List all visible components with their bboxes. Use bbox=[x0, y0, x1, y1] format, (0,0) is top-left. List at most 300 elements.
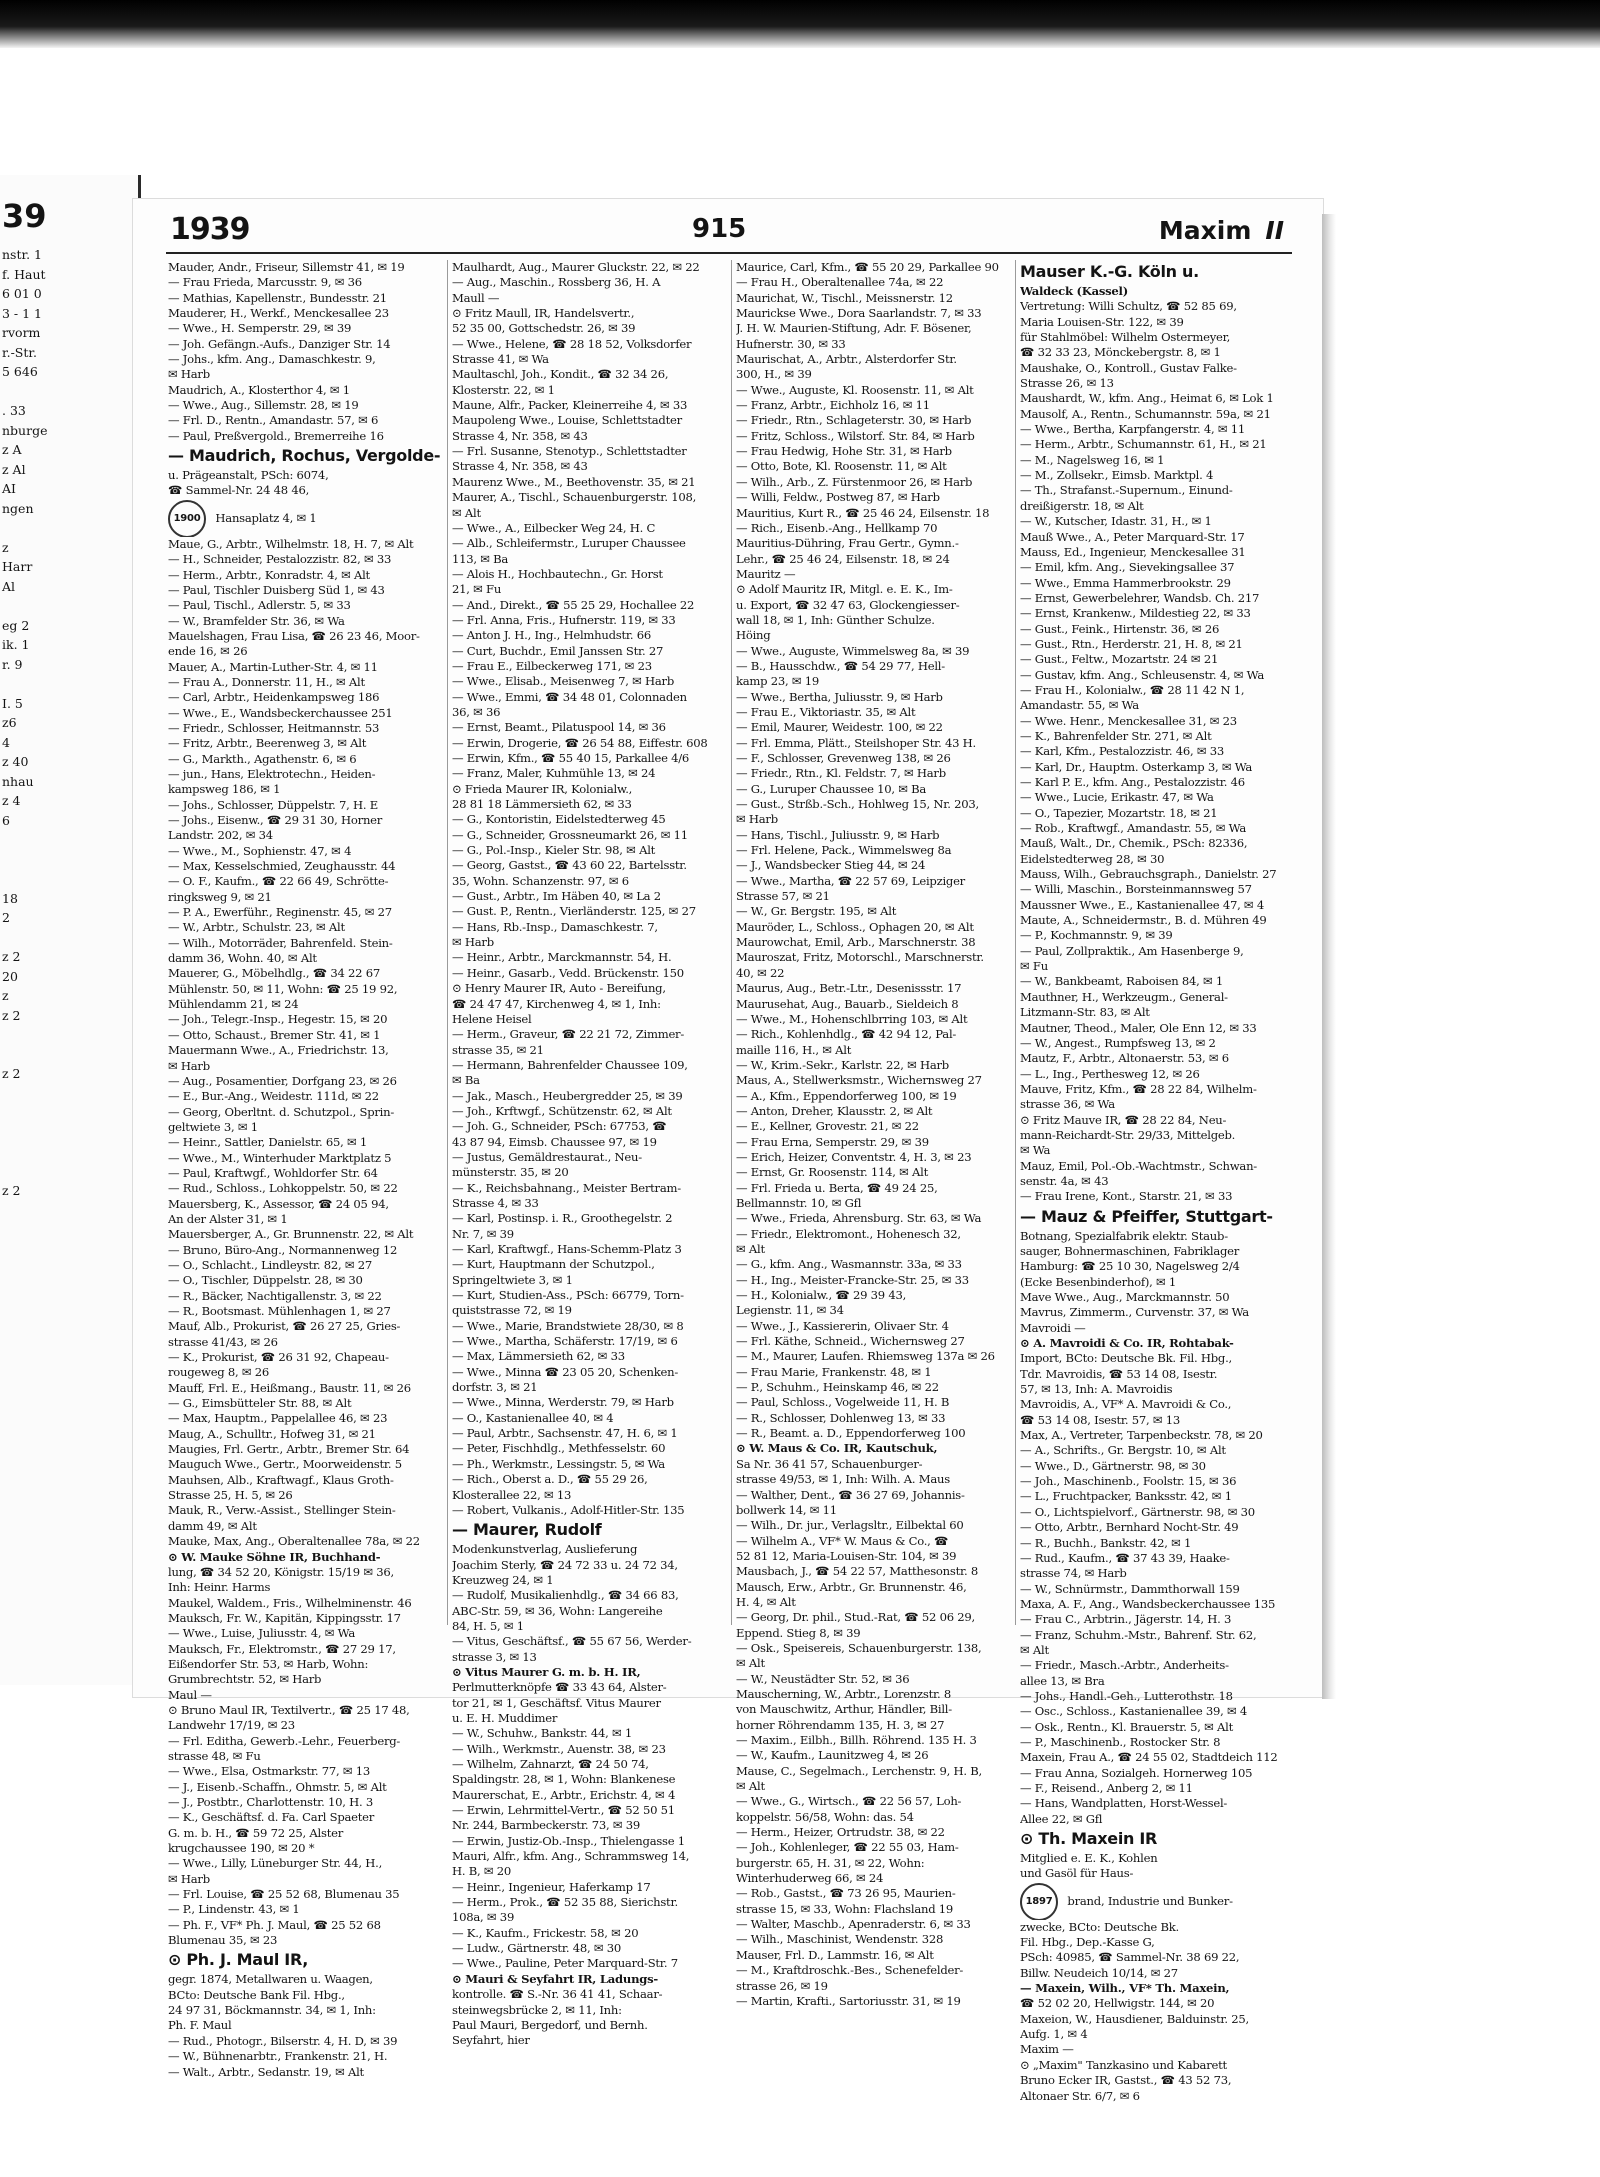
directory-entry bbox=[736, 582, 1011, 597]
entry-text: 40, ✉ 22 bbox=[736, 965, 785, 980]
directory-entry bbox=[736, 1871, 1011, 1886]
directory-entry bbox=[452, 1696, 727, 1711]
directory-entry bbox=[1020, 760, 1295, 775]
directory-entry bbox=[168, 1457, 443, 1472]
entry-text: — Martin, Krafti., Sartoriusstr. 31, ✉ 19 bbox=[736, 1993, 961, 2008]
directory-entry bbox=[452, 935, 727, 950]
entry-text: — Wwe., Auguste, Kl. Roosenstr. 11, ✉ Alt bbox=[736, 382, 974, 397]
directory-entry bbox=[168, 1442, 443, 1457]
entry-text: — Maxim., Eilbh., Billh. Röhrend. 135 H. 3 bbox=[736, 1733, 977, 1747]
directory-entry-highlight bbox=[1020, 1205, 1295, 1229]
previous-page-fragment bbox=[0, 1123, 138, 1143]
entry-text: — Georg, Oberltnt. d. Schutzpol., Sprin- bbox=[168, 1104, 395, 1119]
directory-entry bbox=[452, 920, 727, 935]
entry-text: Modenkunstverlag, Auslieferung bbox=[452, 1542, 638, 1557]
directory-entry bbox=[1020, 1382, 1295, 1397]
entry-text: — W., Bramfelder Str. 36, ✉ Wa bbox=[168, 613, 345, 628]
entry-text: — Frl. Louise, ☎ 25 52 68, Blumenau 35 bbox=[168, 1887, 400, 1902]
directory-entry bbox=[1020, 1520, 1295, 1535]
entry-text: 84, H. 5, ✉ 1 bbox=[452, 1618, 524, 1633]
directory-entry bbox=[452, 1573, 727, 1588]
directory-entry bbox=[452, 1849, 727, 1864]
directory-entry bbox=[1020, 1229, 1295, 1244]
directory-entry bbox=[168, 1105, 443, 1120]
entry-text: — Rich., Eisenb.-Ang., Hellkamp 70 bbox=[736, 520, 938, 535]
entry-text: — Otto, Schaust., Bremer Str. 41, ✉ 1 bbox=[168, 1027, 381, 1042]
directory-entry bbox=[168, 706, 443, 721]
entry-text: — Wwe. Henr., Menckesallee 31, ✉ 23 bbox=[1020, 713, 1237, 728]
directory-entry bbox=[736, 552, 1011, 567]
entry-text: — Frau Marie, Frankenstr. 48, ✉ 1 bbox=[736, 1364, 932, 1379]
directory-entry bbox=[168, 798, 443, 813]
directory-entry-highlight bbox=[168, 444, 443, 468]
directory-entry bbox=[168, 1365, 443, 1380]
entry-text: — Wwe., Luise, Juliusstr. 4, ✉ Wa bbox=[168, 1626, 356, 1641]
directory-entry bbox=[1020, 2073, 1295, 2088]
entry-text: — Rich., Kohlenhdlg., ☎ 42 94 12, Pal- bbox=[736, 1027, 957, 1042]
entry-text: — R., Beamt. a. D., Eppendorferweg 100 bbox=[736, 1426, 966, 1441]
previous-page-fragment bbox=[0, 1162, 138, 1182]
directory-entry bbox=[168, 982, 443, 997]
entry-text: — Wwe., J., Kassiererin, Olivaer Str. 4 bbox=[736, 1318, 949, 1333]
entry-text: — Rud., Schloss., Lohkoppelstr. 50, ✉ 22 bbox=[168, 1181, 398, 1196]
directory-entry bbox=[1020, 576, 1295, 591]
entry-text: — Heinr., Sattler, Danielstr. 65, ✉ 1 bbox=[168, 1135, 367, 1150]
directory-entry bbox=[736, 1119, 1011, 1134]
entry-text: H. 4, ✉ Alt bbox=[736, 1594, 796, 1609]
directory-entry bbox=[1020, 1643, 1295, 1658]
previous-page-fragment: 5 646 bbox=[2, 364, 38, 379]
directory-entry bbox=[736, 843, 1011, 858]
entry-text: — G., Schneider, Grossneumarkt 26, ✉ 11 bbox=[452, 827, 688, 842]
directory-entry bbox=[452, 1788, 727, 1803]
entry-text: H. B, ✉ 20 bbox=[452, 1864, 512, 1879]
entry-text: Maussner Wwe., E., Kastanienallee 47, ✉ 4 bbox=[1020, 897, 1264, 912]
directory-entry bbox=[452, 1012, 727, 1027]
directory-entry bbox=[168, 1243, 443, 1258]
directory-entry bbox=[736, 904, 1011, 919]
entry-text: — Friedr., Schlosser, Heitmannstr. 53 bbox=[168, 720, 380, 735]
entry-text: gegr. 1874, Metallwaren u. Waagen, bbox=[168, 1972, 373, 1987]
directory-entry bbox=[736, 1380, 1011, 1395]
directory-entry bbox=[1020, 376, 1295, 391]
directory-entry bbox=[736, 1917, 1011, 1932]
directory-entry bbox=[452, 1634, 727, 1649]
entry-text: — Friedr., Elektromont., Hohenesch 32, bbox=[736, 1226, 961, 1241]
directory-entry bbox=[1020, 1067, 1295, 1082]
directory-entry bbox=[736, 260, 1011, 275]
directory-entry bbox=[168, 1810, 443, 1825]
entry-text: — H., Ing., Meister-Francke-Str. 25, ✉ 33 bbox=[736, 1272, 969, 1287]
entry-text: ✉ Harb bbox=[452, 935, 494, 950]
entry-text: damm 49, ✉ Alt bbox=[168, 1518, 257, 1533]
entry-text: Strasse 26, ✉ 13 bbox=[1020, 376, 1114, 391]
directory-entry bbox=[168, 844, 443, 859]
entry-text: Ph. F. Maul bbox=[168, 2018, 232, 2033]
directory-entry bbox=[452, 1303, 727, 1318]
directory-entry bbox=[736, 521, 1011, 536]
directory-entry bbox=[1020, 990, 1295, 1005]
directory-entry bbox=[736, 1150, 1011, 1165]
directory-entry bbox=[452, 506, 727, 521]
entry-text: — Rudolf, Musikalienhdlg., ☎ 34 66 83, bbox=[452, 1588, 679, 1603]
entry-text: — Ernst, Gewerbelehrer, Wandsb. Ch. 217 bbox=[1020, 590, 1260, 605]
entry-text: — Franz, Maler, Kuhmühle 13, ✉ 24 bbox=[452, 766, 656, 781]
entry-text: — Willi, Maschin., Borsteinmannsweg 57 bbox=[1020, 882, 1252, 897]
entry-text: Joachim Sterly, ☎ 24 72 33 u. 24 72 34, bbox=[452, 1557, 678, 1572]
directory-entry bbox=[1020, 591, 1295, 606]
entry-text: — Mauz & Pfeiffer, Stuttgart- bbox=[1020, 1206, 1273, 1226]
directory-entry bbox=[736, 1411, 1011, 1426]
directory-entry bbox=[1020, 1428, 1295, 1443]
column-2 bbox=[452, 260, 727, 2049]
entry-text: — Wwe., Lucie, Erikastr. 47, ✉ Wa bbox=[1020, 790, 1214, 805]
directory-entry bbox=[452, 275, 727, 290]
directory-entry bbox=[168, 1780, 443, 1795]
entry-text: ✉ Alt bbox=[736, 1242, 765, 1256]
directory-entry-highlight bbox=[452, 1665, 727, 1680]
entry-text: — Robert, Vulkanis., Adolf-Hitler-Str. 135 bbox=[452, 1502, 685, 1517]
entry-text: — W., Kutscher, Idastr. 31, H., ✉ 1 bbox=[1020, 514, 1212, 529]
previous-page-fragment: ik. 1 bbox=[2, 637, 30, 652]
entry-text: Mauve, Fritz, Kfm., ☎ 28 22 84, Wilhelm- bbox=[1020, 1081, 1257, 1096]
entry-text: Maurer, A., Tischl., Schauenburgerstr. 108, bbox=[452, 490, 697, 505]
entry-text: — Georg, Gastst., ☎ 43 60 22, Bartelsstr. bbox=[452, 858, 687, 873]
entry-text: — Frau Anna, Sozialgeh. Hornerweg 105 bbox=[1020, 1765, 1253, 1780]
directory-entry bbox=[452, 1803, 727, 1818]
previous-page-fragment bbox=[0, 382, 138, 402]
entry-text: ✉ Alt bbox=[1020, 1642, 1049, 1657]
entry-text: — Emil, Maurer, Weidestr. 100, ✉ 22 bbox=[736, 720, 943, 735]
entry-text: Mauersberg, K., Assessor, ☎ 24 05 94, bbox=[168, 1196, 389, 1211]
entry-text: Vertretung: Willi Schultz, ☎ 52 85 69, bbox=[1020, 299, 1237, 314]
directory-entry bbox=[1020, 1612, 1295, 1627]
entry-text: — Wwe., A., Eilbecker Weg 24, H. C bbox=[452, 520, 656, 535]
entry-text: — Walter, Maschb., Apenraderstr. 6, ✉ 33 bbox=[736, 1917, 971, 1932]
entry-text: strasse 48, ✉ Fu bbox=[168, 1748, 261, 1763]
entry-text: — Joh., Maschinenb., Foolstr. 15, ✉ 36 bbox=[1020, 1474, 1237, 1489]
directory-entry bbox=[168, 660, 443, 675]
directory-entry bbox=[168, 1703, 443, 1718]
entry-text: Billw. Neudeich 10/14, ✉ 27 bbox=[1020, 1965, 1178, 1980]
directory-entry bbox=[452, 766, 727, 781]
directory-entry bbox=[452, 1650, 727, 1665]
directory-page bbox=[132, 198, 1324, 2103]
entry-text: — W., Schnürmstr., Dammthorwall 159 bbox=[1020, 1581, 1240, 1596]
directory-entry bbox=[168, 1933, 443, 1948]
entry-text: — Rich., Oberst a. D., ☎ 55 29 26, bbox=[452, 1472, 648, 1487]
directory-entry bbox=[452, 383, 727, 398]
directory-entry bbox=[736, 1334, 1011, 1349]
entry-text: ⊙ A. Mavroidi & Co. IR, Rohtabak- bbox=[1020, 1336, 1234, 1351]
directory-entry bbox=[736, 1948, 1011, 1963]
directory-entry bbox=[736, 1196, 1011, 1211]
directory-entry bbox=[452, 475, 727, 490]
directory-entry bbox=[168, 429, 443, 444]
directory-entry bbox=[452, 736, 727, 751]
directory-entry bbox=[452, 1150, 727, 1165]
entry-text: Mühlendamm 21, ✉ 24 bbox=[168, 997, 299, 1012]
entry-text: Mauke, Max, Ang., Oberaltenallee 78a, ✉ 22 bbox=[168, 1534, 420, 1549]
entry-text: Mauri, Alfr., kfm. Ang., Schrammsweg 14, bbox=[452, 1849, 690, 1864]
entry-text: Mausbach, J., ☎ 54 22 57, Matthesonstr. 8 bbox=[736, 1564, 978, 1579]
directory-entry bbox=[452, 1227, 727, 1242]
directory-entry bbox=[168, 383, 443, 398]
directory-entry bbox=[168, 583, 443, 598]
directory-entry bbox=[736, 536, 1011, 551]
previous-page-fragment bbox=[0, 1045, 138, 1065]
directory-entry bbox=[168, 1028, 443, 1043]
entry-text: — Max, Kesselschmied, Zeughausstr. 44 bbox=[168, 859, 396, 874]
entry-text: Seyfahrt, hier bbox=[452, 2033, 530, 2048]
directory-entry bbox=[1020, 637, 1295, 652]
entry-text: — Emil, kfm. Ang., Sievekingsallee 37 bbox=[1020, 560, 1235, 575]
directory-entry bbox=[168, 1972, 443, 1987]
directory-entry bbox=[452, 1027, 727, 1042]
directory-entry bbox=[452, 1488, 727, 1503]
entry-text: steinwegsbrücke 2, ✉ 11, Inh: bbox=[452, 2002, 622, 2017]
directory-entry bbox=[452, 1558, 727, 1573]
entry-text: — G., kfm. Ang., Wasmannstr. 33a, ✉ 33 bbox=[736, 1257, 962, 1272]
entry-text: Maurus, Aug., Betr.-Ltr., Desenissstr. 17 bbox=[736, 981, 962, 996]
entry-text: — Frau Frieda, Marcusstr. 9, ✉ 36 bbox=[168, 275, 362, 290]
entry-text: Maurickse Wwe., Dora Saarlandstr. 7, ✉ 33 bbox=[736, 306, 982, 321]
directory-entry bbox=[168, 1350, 443, 1365]
directory-entry bbox=[736, 413, 1011, 428]
directory-entry bbox=[736, 981, 1011, 996]
entry-text: Tdr. Mavroidis, ☎ 53 14 08, Isestr. bbox=[1020, 1366, 1218, 1381]
directory-entry bbox=[168, 1012, 443, 1027]
entry-text: ⊙ Mauri & Seyfahrt IR, Ladungs- bbox=[452, 1971, 658, 1986]
directory-entry bbox=[452, 306, 727, 321]
entry-text: — Aug., Posamentier, Dorfgang 23, ✉ 26 bbox=[168, 1073, 397, 1088]
directory-entry bbox=[736, 1564, 1011, 1579]
previous-page-fragment: f. Haut bbox=[2, 266, 46, 282]
directory-entry bbox=[452, 1273, 727, 1288]
entry-text: — Gust., Feink., Hirtenstr. 36, ✉ 26 bbox=[1020, 621, 1220, 636]
directory-entry bbox=[736, 1211, 1011, 1226]
entry-text: Mauksch, Fr. W., Kapitän, Kippingsstr. 17 bbox=[168, 1610, 401, 1625]
directory-entry bbox=[168, 920, 443, 935]
directory-entry bbox=[168, 352, 443, 367]
directory-entry bbox=[1020, 1290, 1295, 1305]
entry-text: ✉ Fu bbox=[1020, 959, 1048, 974]
entry-text: — Willi, Feldw., Postweg 87, ✉ Harb bbox=[736, 490, 940, 505]
entry-text: — W., Krim.-Sekr., Karlstr. 22, ✉ Harb bbox=[736, 1057, 949, 1072]
entry-text: ⊙ Fritz Maull, IR, Handelsvertr., bbox=[452, 306, 635, 321]
entry-text: — L., Ing., Perthesweg 12, ✉ 26 bbox=[1020, 1066, 1200, 1081]
entry-text: Mautner, Theod., Maler, Ole Enn 12, ✉ 33 bbox=[1020, 1020, 1257, 1035]
directory-entry bbox=[736, 1303, 1011, 1318]
directory-entry bbox=[168, 291, 443, 306]
directory-entry bbox=[1020, 437, 1295, 452]
entry-text: — Frl. Frieda u. Berta, ☎ 49 24 25, bbox=[736, 1180, 938, 1195]
directory-entry bbox=[168, 1672, 443, 1687]
directory-entry bbox=[168, 1688, 443, 1703]
directory-entry bbox=[736, 291, 1011, 306]
entry-text: 300, H., ✉ 39 bbox=[736, 367, 812, 382]
directory-entry bbox=[736, 1856, 1011, 1871]
directory-entry bbox=[1020, 1720, 1295, 1735]
directory-entry bbox=[452, 1165, 727, 1180]
previous-page-fragment bbox=[0, 674, 138, 694]
entry-text: — F., Schlosser, Grevenweg 138, ✉ 26 bbox=[736, 751, 951, 765]
entry-text: Maupoleng Wwe., Louise, Schlettstadter bbox=[452, 413, 682, 428]
entry-text: J. H. W. Maurien-Stiftung, Adr. F. Bösener, bbox=[736, 321, 972, 336]
entry-text: Waldeck (Kassel) bbox=[1020, 284, 1128, 298]
entry-text: — Herm., Arbtr., Konradstr. 4, ✉ Alt bbox=[168, 567, 370, 582]
directory-entry bbox=[736, 1733, 1011, 1748]
entry-text: Legienstr. 11, ✉ 34 bbox=[736, 1303, 844, 1318]
directory-entry bbox=[452, 950, 727, 965]
directory-entry bbox=[1020, 1459, 1295, 1474]
entry-text: — A., Schrifts., Gr. Bergstr. 10, ✉ Alt bbox=[1020, 1443, 1226, 1458]
entry-text: — Hermann, Bahrenfelder Chaussee 109, bbox=[452, 1057, 688, 1072]
entry-text: Mauderer, H., Werkf., Menckesallee 23 bbox=[168, 306, 389, 321]
entry-text: — Max, Lämmersieth 62, ✉ 33 bbox=[452, 1349, 625, 1364]
entry-text: münsterstr. 35, ✉ 20 bbox=[452, 1165, 569, 1180]
directory-entry bbox=[1020, 483, 1295, 498]
entry-text: Spaldingstr. 28, ✉ 1, Wohn: Blankenese bbox=[452, 1772, 676, 1787]
entry-text: Mauder, Andr., Friseur, Sillemstr 41, ✉ 19 bbox=[168, 260, 405, 274]
directory-entry bbox=[168, 1626, 443, 1641]
entry-text: — Herm., Prok., ☎ 52 35 88, Sierichstr. bbox=[452, 1895, 678, 1910]
directory-entry bbox=[168, 275, 443, 290]
previous-page-fragment: 6 bbox=[2, 812, 10, 828]
entry-text: 108a, ✉ 39 bbox=[452, 1910, 515, 1925]
entry-text: Nr. 244, Barmbeckerstr. 73, ✉ 39 bbox=[452, 1818, 640, 1833]
directory-entry bbox=[1020, 1920, 1295, 1935]
entry-text: strasse 49/53, ✉ 1, Inh: Wilh. A. Maus bbox=[736, 1472, 950, 1487]
entry-text: — Friedr., Masch.-Arbtr., Anderheits- bbox=[1020, 1658, 1229, 1673]
directory-entry bbox=[452, 1895, 727, 1910]
directory-entry bbox=[168, 568, 443, 583]
entry-text: — Paul, Zollpraktik., Am Hasenberge 9, bbox=[1020, 943, 1244, 958]
entry-text: strasse 15, ✉ 33, Wohn: Flachsland 19 bbox=[736, 1901, 954, 1916]
entry-text: bollwerk 14, ✉ 11 bbox=[736, 1502, 837, 1517]
entry-text: — G., Pol.-Insp., Kieler Str. 98, ✉ Alt bbox=[452, 843, 656, 858]
entry-text: Altonaer Str. 6/7, ✉ 6 bbox=[1020, 2088, 1140, 2103]
entry-text: 113, ✉ Ba bbox=[452, 551, 509, 566]
directory-entry bbox=[736, 1794, 1011, 1809]
directory-entry bbox=[1020, 1036, 1295, 1051]
directory-entry bbox=[1020, 1489, 1295, 1504]
directory-entry bbox=[168, 2003, 443, 2018]
directory-entry bbox=[452, 843, 727, 858]
entry-text: 36, ✉ 36 bbox=[452, 704, 501, 719]
directory-entry bbox=[452, 1181, 727, 1196]
directory-entry bbox=[168, 1043, 443, 1058]
previous-page-fragment: ngen bbox=[2, 500, 34, 516]
directory-entry bbox=[736, 506, 1011, 521]
directory-entry bbox=[168, 552, 443, 567]
directory-entry bbox=[1020, 882, 1295, 897]
entry-text: — Rob., Kraftwgf., Amandastr. 55, ✉ Wa bbox=[1020, 821, 1246, 836]
directory-entry bbox=[736, 398, 1011, 413]
entry-text: — Wwe., D., Gärtnerstr. 98, ✉ 30 bbox=[1020, 1458, 1206, 1473]
entry-text: Maxein, Frau A., ☎ 24 55 02, Stadtdeich 112 bbox=[1020, 1750, 1278, 1765]
directory-entry bbox=[168, 1988, 443, 2003]
directory-entry bbox=[452, 1711, 727, 1726]
entry-text: koppelstr. 56/58, Wohn: das. 54 bbox=[736, 1809, 914, 1824]
entry-text: — Herm., Arbtr., Schumannstr. 61, H., ✉ 21 bbox=[1020, 437, 1267, 452]
directory-entry bbox=[168, 2049, 443, 2064]
entry-text: strasse 41/43, ✉ 26 bbox=[168, 1334, 278, 1349]
entry-text: — K., Prokurist, ☎ 26 31 92, Chapeau- bbox=[168, 1350, 389, 1365]
previous-page-fragment: z 2 bbox=[2, 949, 21, 964]
directory-entry bbox=[452, 1956, 727, 1971]
directory-entry bbox=[452, 398, 727, 413]
directory-entry bbox=[736, 1979, 1011, 1994]
directory-entry bbox=[452, 1926, 727, 1941]
directory-entry bbox=[736, 1626, 1011, 1641]
directory-entry bbox=[168, 483, 443, 498]
entry-text: Mauritius-Dühring, Frau Gertr., Gymn.- bbox=[736, 536, 959, 551]
entry-text: Mauf, Alb., Prokurist, ☎ 26 27 25, Gries- bbox=[168, 1319, 401, 1334]
previous-page-fragment: nstr. 1 bbox=[2, 247, 42, 262]
entry-text: Botnang, Spezialfabrik elektr. Staub- bbox=[1020, 1228, 1228, 1243]
directory-entry bbox=[736, 1718, 1011, 1733]
directory-entry bbox=[452, 1426, 727, 1441]
entry-text: — Erwin, Justiz-Ob.-Insp., Thielengasse 1 bbox=[452, 1833, 685, 1848]
entry-text: — Frl. Helene, Pack., Wimmelsweg 8a bbox=[736, 843, 952, 858]
entry-text: ende 16, ✉ 26 bbox=[168, 644, 248, 659]
entry-text: dorfstr. 3, ✉ 21 bbox=[452, 1380, 538, 1395]
directory-entry bbox=[736, 1288, 1011, 1303]
directory-entry bbox=[1020, 683, 1295, 698]
entry-text: Bruno Ecker IR, Gastst., ☎ 43 52 73, bbox=[1020, 2073, 1232, 2088]
directory-entry bbox=[452, 459, 727, 474]
directory-entry bbox=[1020, 775, 1295, 790]
entry-text: Mavrus, Zimmerm., Curvenstr. 37, ✉ Wa bbox=[1020, 1305, 1249, 1320]
entry-text: Eißendorfer Str. 53, ✉ Harb, Wohn: bbox=[168, 1656, 369, 1671]
entry-text: — Wwe., Pauline, Peter Marquard-Str. 7 bbox=[452, 1956, 678, 1971]
entry-text: — Carl, Arbtr., Heidenkampsweg 186 bbox=[168, 690, 380, 705]
entry-text: strasse 3, ✉ 13 bbox=[452, 1649, 537, 1664]
directory-entry bbox=[1020, 622, 1295, 637]
entry-text: — P., Schuhm., Heinskamp 46, ✉ 22 bbox=[736, 1380, 939, 1395]
entry-text: Maxeion, W., Hausdiener, Balduinstr. 25, bbox=[1020, 2011, 1249, 2026]
directory-entry bbox=[168, 1258, 443, 1273]
directory-entry bbox=[1020, 1005, 1295, 1020]
entry-text: ⊙ Adolf Mauritz IR, Mitgl. e. E. K., Im- bbox=[736, 582, 953, 597]
directory-entry bbox=[736, 459, 1011, 474]
entry-text: strasse 36, ✉ Wa bbox=[1020, 1097, 1115, 1112]
entry-text: — Paul, Schloss., Vogelweide 11, H. B bbox=[736, 1395, 950, 1410]
previous-page-fragment: 6 01 0 bbox=[2, 286, 42, 301]
entry-text: horner Röhrendamm 135, H. 3, ✉ 27 bbox=[736, 1717, 945, 1732]
directory-entry bbox=[736, 1748, 1011, 1763]
entry-text: — Paul, Arbtr., Sachsenstr. 47, H. 6, ✉ 1 bbox=[452, 1426, 678, 1441]
entry-text: sauger, Bohnermaschinen, Fabriklager bbox=[1020, 1243, 1240, 1258]
directory-entry bbox=[452, 874, 727, 889]
directory-entry bbox=[1020, 1950, 1295, 1965]
entry-text: — Frau H., Kolonialw., ☎ 28 11 42 N 1, bbox=[1020, 682, 1245, 697]
entry-text: — Wwe., Aug., Sillemstr. 28, ✉ 19 bbox=[168, 398, 359, 413]
entry-text: — Wwe., Frieda, Ahrensburg. Str. 63, ✉ Wa bbox=[736, 1211, 982, 1226]
entry-text: Lehr., ☎ 25 46 24, Eilsenstr. 18, ✉ 24 bbox=[736, 551, 950, 566]
directory-entry bbox=[1020, 1536, 1295, 1551]
directory-entry bbox=[1020, 422, 1295, 437]
directory-entry bbox=[168, 306, 443, 321]
directory-entry bbox=[452, 367, 727, 382]
entry-text: — Rud., Kaufm., ☎ 37 43 39, Haake- bbox=[1020, 1550, 1230, 1565]
entry-text: — Wwe., M., Hohenschlbrring 103, ✉ Alt bbox=[736, 1011, 968, 1026]
directory-entry bbox=[452, 352, 727, 367]
entry-text: — Frl. Käthe, Schneid., Wichernsweg 27 bbox=[736, 1334, 965, 1349]
directory-entry bbox=[168, 1611, 443, 1626]
directory-entry bbox=[452, 1772, 727, 1787]
